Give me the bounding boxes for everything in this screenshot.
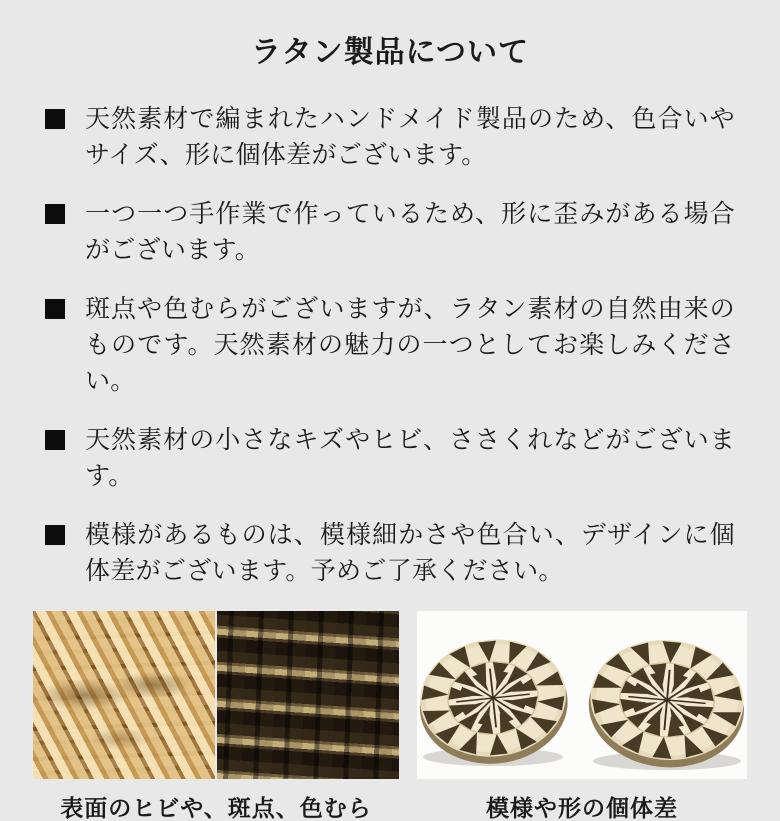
notice-text: 斑点や色むらがございますが、ラタン素材の自然由来のものです。天然素材の魅力の一つとしてお楽しみください。 [85,295,735,395]
figure-caption-left: 表面のヒビや、斑点、色むら [60,795,372,821]
bullet-square-icon [45,109,65,129]
notice-item [45,101,735,173]
notice-text: 天然素材で編まれたハンドメイド製品のため、色合いやサイズ、形に個体差がございます。 [85,105,735,169]
photo-light-rattan-weave [33,611,215,779]
bullet-square-icon [45,299,65,319]
figures-row [33,611,747,821]
notice-text: 天然素材の小さなキズやヒビ、ささくれなどがございます。 [85,426,735,490]
notice-item [45,517,735,589]
notice-item [45,291,735,399]
bullet-square-icon [45,430,65,450]
rattan-product-notice-panel [0,35,780,821]
page-title: ラタン製品について [250,36,530,69]
notice-text: 模様があるものは、模様細かさや色合い、デザインに個体差がございます。予めご了承ください。 [85,521,735,585]
bullet-square-icon [45,204,65,224]
photo-dark-rattan-weave [217,611,399,779]
bullet-square-icon [45,525,65,545]
photo-rattan-plates [417,611,747,779]
figure-caption-right: 模様や形の個体差 [486,795,678,821]
figure-surface-variation [33,611,399,821]
notice-text: 一つ一つ手作業で作っているため、形に歪みがある場合がございます。 [85,200,735,264]
notice-item [45,422,735,494]
figure-pattern-variation [417,611,747,821]
rattan-texture-photos [33,611,399,779]
notice-item [45,196,735,268]
notice-list [45,101,735,589]
rattan-plates-illustration [417,611,747,779]
